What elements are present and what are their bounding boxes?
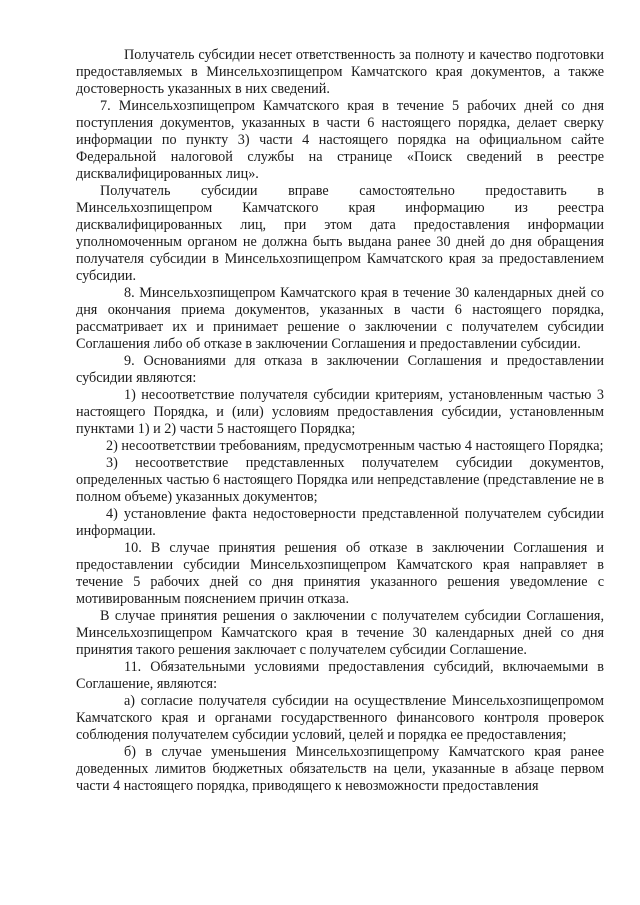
paragraph-9-item-4: 4) установление факта недостоверности представленной получателем субсидии информации. [76, 506, 604, 539]
paragraph-8: 8. Минсельхозпищепром Камчатского края в течение 30 календарных дней со дня окончания приема документов, указанных в части 6 настоящего порядка, рассматривает их и принимает решение о заключении с получателем субсидии Соглашения либо об отказе в заключении Соглашения и предоставлении субсидии. [76, 285, 604, 352]
paragraph-7: 7. Минсельхозпищепром Камчатского края в течение 5 рабочих дней со дня поступления документов, указанных в части 6 настоящего порядка, делает сверку информации по пункту 3) части 4 настоящего порядка на официальном сайте Федеральной налоговой службы на странице «Поиск сведений в реестре дисквалифицированных лиц». [76, 98, 604, 182]
document-body [76, 47, 604, 795]
paragraph-10-agreement: В случае принятия решения о заключении с получателем субсидии Соглашения, Минсельхозпищепром Камчатского края в течение 30 календарных дней со дня принятия такого решения заключает с получателем субсидии Соглашение. [76, 608, 604, 658]
paragraph-9-item-1: 1) несоответствие получателя субсидии критериям, установленным частью 3 настоящего Порядка, и (или) условиям предоставления субсидии, установленным пунктами 1) и 2) части 5 настоящего Порядка; [76, 387, 604, 437]
paragraph-11-item-a: а) согласие получателя субсидии на осуществление Минсельхозпищепромом Камчатского края и органами государственного финансового контроля проверок соблюдения получателем субсидии условий, целей и порядка ее предоставления; [76, 693, 604, 743]
paragraph-9: 9. Основаниями для отказа в заключении Соглашения и предоставлении субсидии являются: [76, 353, 604, 386]
paragraph-9-item-2: 2) несоответствии требованиям, предусмотренным частью 4 настоящего Порядка; [106, 438, 604, 454]
paragraph-10: 10. В случае принятия решения об отказе в заключении Соглашения и предоставлении субсидии Минсельхозпищепром Камчатского края направляет в течение 5 рабочих дней со дня принятия указанного решения уведомление с мотивированным пояснением причин отказа. [76, 540, 604, 607]
paragraph-11: 11. Обязательными условиями предоставления субсидий, включаемыми в Соглашение, являются: [76, 659, 604, 692]
paragraph-7-recipient-right: Получатель субсидии вправе самостоятельно предоставить в Минсельхозпищепром Камчатского края информацию из реестра дисквалифицированных лиц, при этом дата предоставления информации уполномоченным органом не должна быть выдана ранее 30 дней до дня обращения получателя субсидии в Минсельхозпищепром Камчатского края за предоставлением субсидии. [76, 183, 604, 284]
paragraph-11-item-b: б) в случае уменьшения Минсельхозпищепрому Камчатского края ранее доведенных лимитов бюджетных обязательств на цели, указанные в абзаце первом части 4 настоящего порядка, приводящего к невозможности предоставления [76, 744, 604, 794]
paragraph-recipient-responsibility: Получатель субсидии несет ответственность за полноту и качество подготовки предоставляемых в Минсельхозпищепром Камчатского края документов, а также достоверность указанных в них сведений. [76, 47, 604, 97]
paragraph-9-item-3: 3) несоответствие представленных получателем субсидии документов, определенных частью 6 настоящего Порядка или непредставление (представление не в полном объеме) указанных документов; [76, 455, 604, 505]
